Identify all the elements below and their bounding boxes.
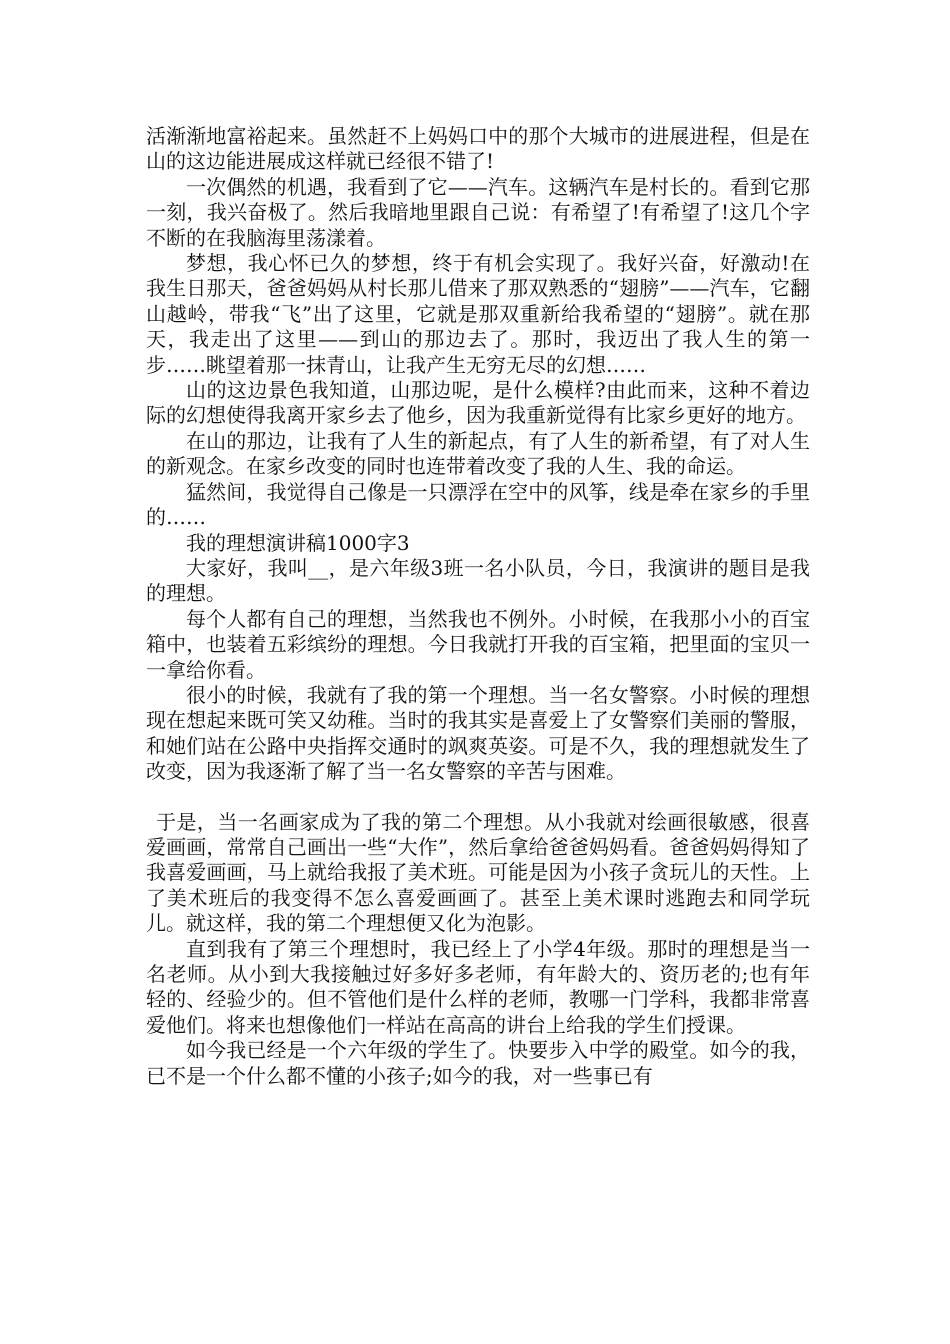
paragraph-kite: 猛然间，我觉得自己像是一只漂浮在空中的风筝，线是牵在家乡的手里的…… [146, 479, 810, 530]
document-page [146, 124, 810, 1089]
paragraph-car: 一次偶然的机遇，我看到了它——汽车。这辆汽车是村长的。看到它那一刻，我兴奋极了。然后我暗地里跟自己说：有希望了!有希望了!这几个字不断的在我脑海里荡漾着。 [146, 174, 810, 250]
paragraph-dream: 梦想，我心怀已久的梦想，终于有机会实现了。我好兴奋，好激动!在我生日那天，爸爸妈妈从村长那儿借来了那双熟悉的“翅膀”——汽车，它翻山越岭，带我“飞”出了这里，它就是那双重新给我希望的“翅膀”。就在那天，我走出了这里——到山的那边去了。那时，我迈出了我人生的第一步……眺望着那一抹青山，让我产生无穷无尽的幻想…… [146, 251, 810, 377]
paragraph-treasure-box: 每个人都有自己的理想，当然我也不例外。小时候，在我那小小的百宝箱中，也装着五彩缤纷的理想。今日我就打开我的百宝箱，把里面的宝贝一一拿给你看。 [146, 606, 810, 682]
paragraph-greeting: 大家好，我叫__，是六年级3班一名小队员，今日，我演讲的题目是我的理想。 [146, 555, 810, 606]
paragraph-first-ideal: 很小的时候，我就有了我的第一个理想。当一名女警察。小时候的理想现在想起来既可笑又幼稚。当时的我其实是喜爱上了女警察们美丽的警服，和她们站在公路中央指挥交通时的飒爽英姿。可是不久，我的理想就发生了改变，因为我逐渐了解了当一名女警察的辛苦与困难。 [146, 682, 810, 784]
paragraph-continuation: 活渐渐地富裕起来。虽然赶不上妈妈口中的那个大城市的进展进程，但是在山的这边能进展成这样就已经很不错了! [146, 124, 810, 174]
paragraph-gap [146, 785, 810, 810]
section-title: 我的理想演讲稿1000字3 [186, 530, 410, 555]
paragraph-other-side: 在山的那边，让我有了人生的新起点，有了人生的新希望，有了对人生的新观念。在家乡改变的同时也连带着改变了我的人生、我的命运。 [146, 428, 810, 479]
paragraph-now: 如今我已经是一个六年级的学生了。快要步入中学的殿堂。如今的我，已不是一个什么都不懂的小孩子;如今的我，对一些事已有 [146, 1038, 810, 1088]
paragraph-third-ideal: 直到我有了第三个理想时，我已经上了小学4年级。那时的理想是当一名老师。从小到大我接触过好多好多老师，有年龄大的、资历老的;也有年轻的、经验少的。但不管他们是什么样的老师，教哪一门学科，我都非常喜爱他们。将来也想像他们一样站在高高的讲台上给我的学生们授课。 [146, 936, 810, 1037]
paragraph-mountain: 山的这边景色我知道，山那边呢，是什么模样?由此而来，这种不着边际的幻想使得我离开家乡去了他乡，因为我重新觉得有比家乡更好的地方。 [146, 378, 810, 428]
paragraph-second-ideal: 于是，当一名画家成为了我的第二个理想。从小我就对绘画很敏感，很喜爱画画，常常自己画出一些“大作”，然后拿给爸爸妈妈看。爸爸妈妈得知了我喜爱画画，马上就给我报了美术班。可能是因为小孩子贪玩儿的天性。上了美术班后的我变得不怎么喜爱画画了。甚至上美术课时逃跑去和同学玩儿。就这样，我的第二个理想便又化为泡影。 [146, 809, 810, 936]
